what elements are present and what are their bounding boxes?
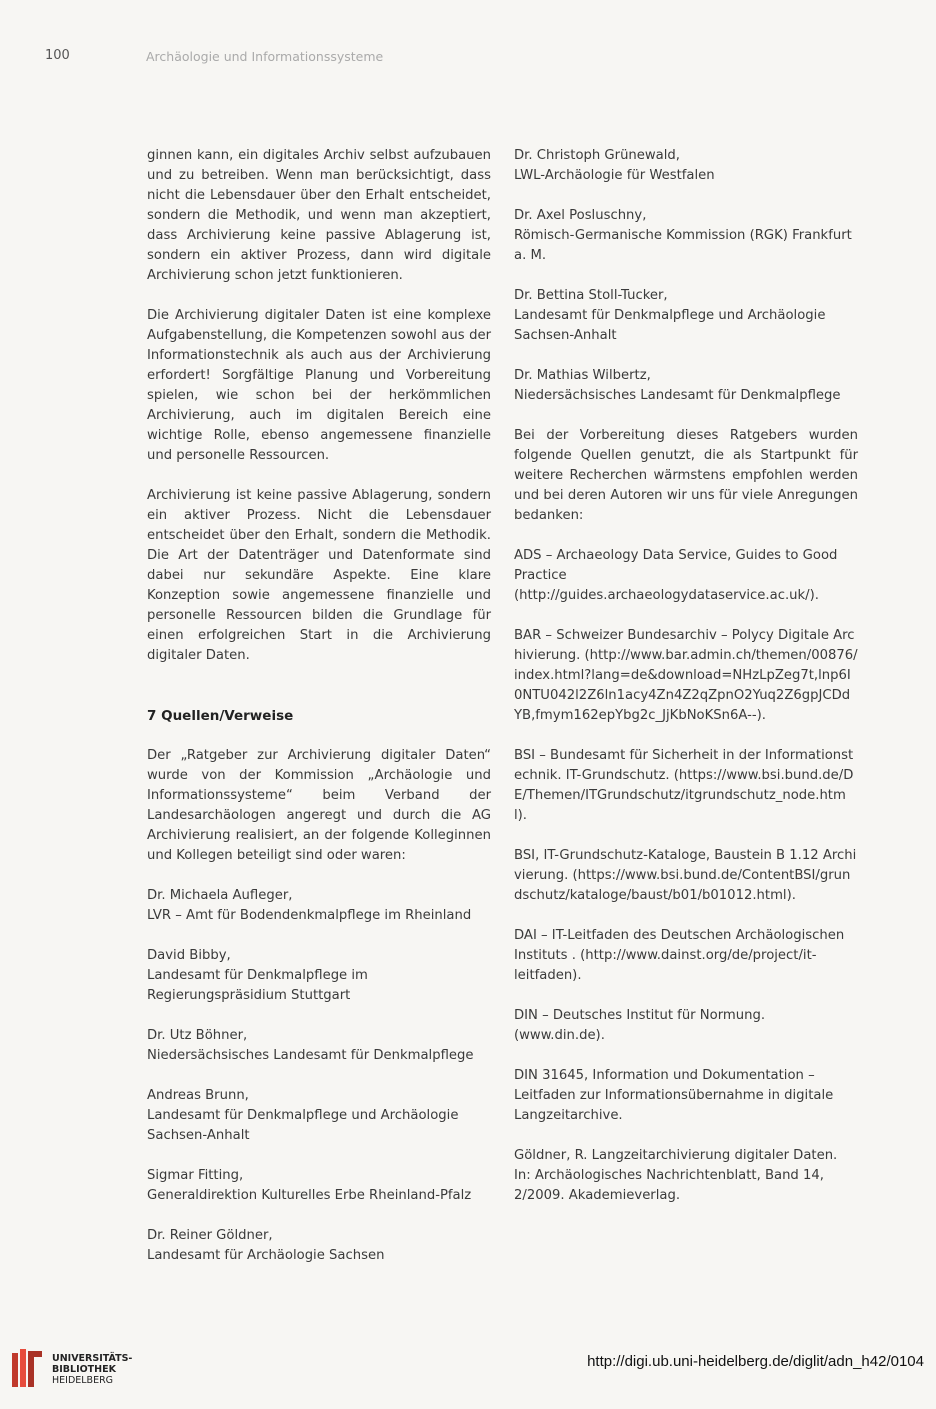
contributor-entry — [514, 366, 858, 406]
contributor-org: Niedersächsisches Landesamt für Denkmalpflege — [147, 1048, 474, 1063]
reference-entry: BAR – Schweizer Bundesarchiv – Polycy Digitale Archivierung. (http://www.bar.admin.ch/themen/00876/index.html?lang=de&download=NHzLpZeg7t,lnp6I0NTU042l2Z6ln1acy4Zn4Z2qZpnO2Yuq2Z6gpJCDdYB,fmym162epYbg2c_JjKbNoKSn6A--). — [514, 628, 858, 723]
contributor-name: Dr. Reiner Göldner, — [147, 1228, 273, 1243]
library-logo — [10, 1347, 132, 1391]
paragraph: Archivierung ist keine passive Ablagerung, sondern ein aktiver Prozess. Nicht die Lebensdauer entscheidet über den Erhalt, sondern die Methodik. Die Art der Datenträger und Datenformate sind dabei nur sekundäre Aspekte. Eine klare Konzeption sowie angemessene finanzielle und personelle Ressourcen bilden die Grundlage für einen erfolgreichen Start in die Archivierung digitaler Daten. — [147, 488, 491, 663]
contributor-org: LVR – Amt für Bodendenkmalpflege im Rheinland — [147, 908, 472, 923]
paragraph: Bei der Vorbereitung dieses Ratgebers wurden folgende Quellen genutzt, die als Startpunkt für weitere Recherchen wärmstens empfohlen werden und bei deren Autoren wir uns für viele Anregungen bedanken: — [514, 428, 858, 523]
contributor-org: Römisch-Germanische Kommission (RGK) Frankfurt a. M. — [514, 228, 852, 263]
contributor-entry — [147, 1026, 491, 1066]
section-heading: 7 Quellen/Verweise — [147, 708, 294, 724]
contributor-name: Sigmar Fitting, — [147, 1168, 244, 1183]
contributor-entry — [147, 886, 491, 926]
paragraph: Der „Ratgeber zur Archivierung digitaler Daten“ wurde von der Kommission „Archäologie und Informationssysteme“ beim Verband der Landesarchäologen angeregt und durch die AG Archivierung realisiert, an der folgende Kolleginnen und Kollegen beteiligt sind oder waren: — [147, 748, 491, 863]
contributor-entry — [147, 1226, 491, 1266]
contributor-entry — [514, 286, 858, 346]
right-column — [514, 146, 858, 1206]
logo-line: BIBLIOTHEK — [52, 1363, 116, 1375]
contributor-entry — [147, 1166, 491, 1206]
reference-entry: DIN 31645, Information und Dokumentation – Leitfaden zur Informationsübernahme in digitale Langzeitarchive. — [514, 1068, 834, 1123]
contributor-name: Dr. Mathias Wilbertz, — [514, 368, 651, 383]
library-logo-text — [52, 1353, 132, 1386]
contributor-name: Dr. Utz Böhner, — [147, 1028, 248, 1043]
paragraph: ginnen kann, ein digitales Archiv selbst aufzubauen und zu betreiben. Wenn man berücksichtigt, dass nicht die Lebensdauer über den Erhalt entscheidet, sondern die Methodik, und wenn man akzeptiert, dass Archivierung keine passive Ablagerung ist, sondern ein aktiver Prozess, dann wird digitale Archivierung schon jetzt funktionieren. — [147, 148, 491, 283]
contributor-org: LWL-Archäologie für Westfalen — [514, 168, 715, 183]
contributor-entry — [514, 206, 858, 266]
reference-entry: BSI, IT-Grundschutz-Kataloge, Baustein B 1.12 Archivierung. (https://www.bsi.bund.de/ContentBSI/grundschutz/kataloge/baust/b01/b01012.html). — [514, 848, 857, 903]
left-column — [147, 146, 491, 1286]
reference-entry: DIN – Deutsches Institut für Normung. (www.din.de). — [514, 1008, 766, 1043]
contributor-name: Dr. Michaela Aufleger, — [147, 888, 293, 903]
reference-entry: ADS – Archaeology Data Service, Guides to Good Practice (http://guides.archaeologydataservice.ac.uk/). — [514, 548, 838, 603]
reference-entry: Göldner, R. Langzeitarchivierung digitaler Daten. In: Archäologisches Nachrichtenblatt, Band 14, 2/2009. Akademieverlag. — [514, 1148, 838, 1203]
running-title: Archäologie und Informationssysteme — [146, 49, 384, 64]
contributor-name: David Bibby, — [147, 948, 231, 963]
source-url[interactable]: http://digi.ub.uni-heidelberg.de/diglit/adn_h42/0104 — [587, 1353, 924, 1370]
contributor-org: Landesamt für Denkmalpflege und Archäologie Sachsen-Anhalt — [147, 1108, 459, 1143]
contributor-org: Landesamt für Archäologie Sachsen — [147, 1248, 385, 1263]
logo-line: HEIDELBERG — [52, 1374, 114, 1386]
contributor-name: Andreas Brunn, — [147, 1088, 249, 1103]
contributor-name: Dr. Christoph Grünewald, — [514, 148, 680, 163]
contributor-org: Generaldirektion Kulturelles Erbe Rheinland-Pfalz — [147, 1188, 472, 1203]
logo-line: UNIVERSITÄTS- — [52, 1352, 133, 1364]
contributor-name: Dr. Bettina Stoll-Tucker, — [514, 288, 668, 303]
page-number: 100 — [45, 48, 70, 63]
contributor-name: Dr. Axel Posluschny, — [514, 208, 647, 223]
contributor-entry — [147, 1086, 491, 1146]
contributor-org: Niedersächsisches Landesamt für Denkmalpflege — [514, 388, 841, 403]
library-logo-icon — [10, 1347, 46, 1391]
contributor-entry — [147, 946, 491, 1006]
reference-entry: DAI – IT-Leitfaden des Deutschen Archäologischen Instituts . (http://www.dainst.org/de/project/it-leitfaden). — [514, 928, 845, 983]
contributor-entry — [514, 146, 858, 186]
contributor-org: Landesamt für Denkmalpflege im Regierungspräsidium Stuttgart — [147, 968, 368, 1003]
paragraph: Die Archivierung digitaler Daten ist eine komplexe Aufgabenstellung, die Kompetenzen sowohl aus der Informationstechnik als auch aus der Archivierung erfordert! Sorgfältige Planung und Vorbereitung spielen, wie schon bei der herkömmlichen Archivierung, auch im digitalen Bereich eine wichtige Rolle, ebenso angemessene finanzielle und personelle Ressourcen. — [147, 308, 491, 463]
contributor-org: Landesamt für Denkmalpflege und Archäologie Sachsen-Anhalt — [514, 308, 826, 343]
reference-entry: BSI – Bundesamt für Sicherheit in der Informationstechnik. IT-Grundschutz. (https://www.bsi.bund.de/DE/Themen/ITGrundschutz/itgrundschutz_node.html). — [514, 748, 854, 823]
